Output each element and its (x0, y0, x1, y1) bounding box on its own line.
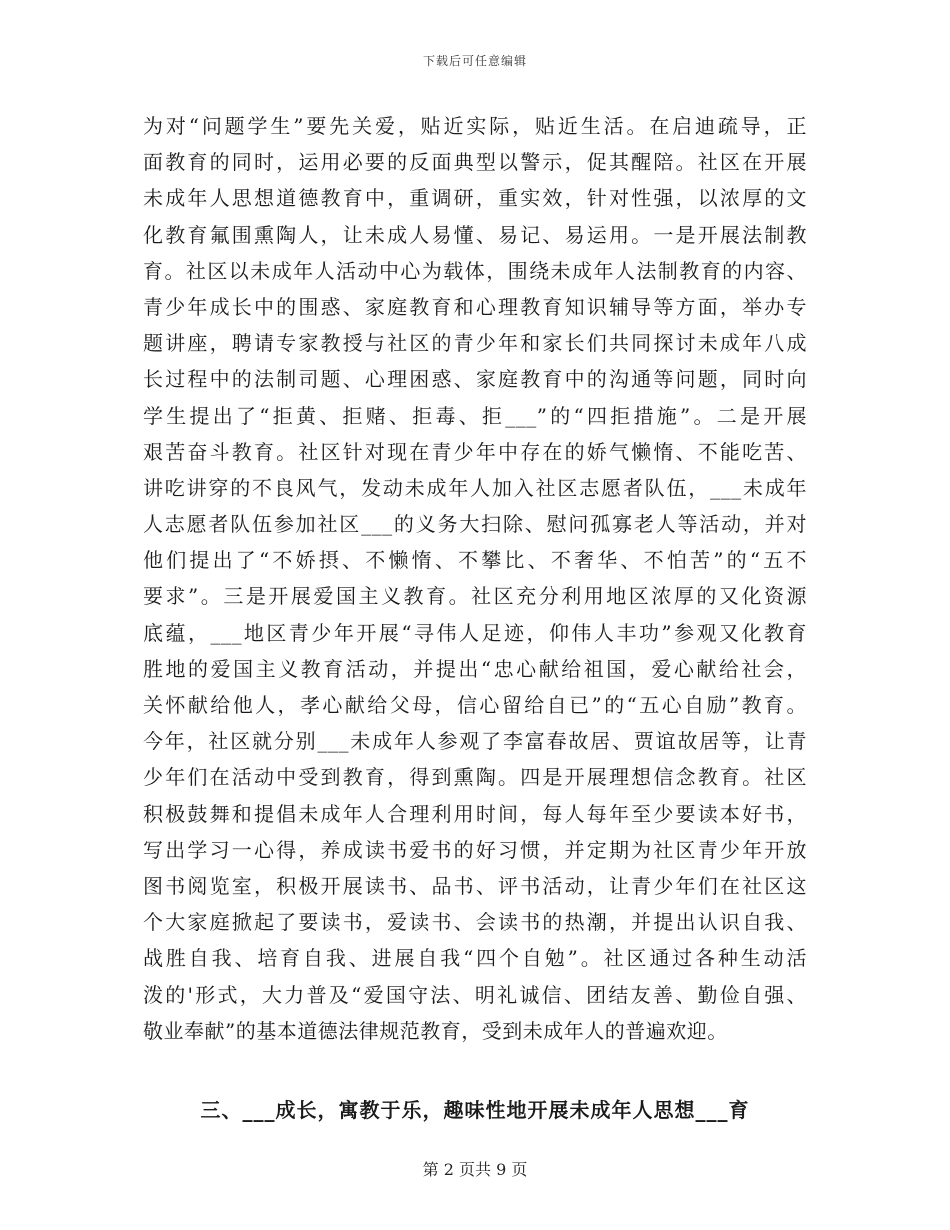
paragraph-line: 敬业奉献”的基本道德法律规范教育，受到未成年人的普遍欢迎。 (143, 1018, 728, 1043)
paragraph-line: 青少年成长中的围惑、家庭教育和心理教育知识辅导等方面，举办专 (143, 294, 807, 319)
paragraph-line: 今年，社区就分别___未成年人参观了李富春故居、贾谊故居等，让青 (143, 729, 807, 754)
paragraph-line: 关怀献给他人，孝心献给父母，信心留给自已”的“五心自励”教育。 (143, 693, 807, 717)
paragraph-line: 积极鼓舞和提倡未成年人合理利用时间，每人每年至少要读本好书， (143, 801, 807, 826)
paragraph-line: 战胜自我、培育自我、进展自我“四个自勉”。社区通过各种生动活 (143, 946, 807, 971)
page-number: 第 2 页共 9 页 (422, 1160, 528, 1179)
paragraph-line: 艰苦奋斗教育。社区针对现在青少年中存在的娇气懒惰、不能吃苦、 (143, 439, 807, 464)
paragraph-line: 育。社区以未成年人活动中心为载体，围绕未成年人法制教育的内容、 (143, 258, 807, 283)
paragraph-line: 面教育的同时，运用必要的反面典型以警示，促其醒陪。社区在开展 (143, 150, 807, 175)
paragraph-line: 少年们在活动中受到教育，得到熏陶。四是开展理想信念教育。社区 (143, 765, 807, 790)
page-header: 下载后可任意编辑 (422, 54, 527, 68)
paragraph-line: 他们提出了“不娇摂、不懒惰、不攀比、不奢华、不怕苦”的“五不 (143, 548, 807, 573)
paragraph-line: 为对“问题学生”要先关爱，贴近实际，贴近生活。在启迪疏导，正 (143, 114, 807, 138)
section-heading: 三、___成长，寓教于乐，趣味性地开展未成年人思想___育 (200, 1098, 750, 1122)
paragraph-line: 写出学习一心得，养成读书爱书的好习惯，并定期为社区青少年开放 (143, 837, 807, 862)
paragraph-line: 图书阅览室，积极开展读书、品书、评书活动，让青少年们在社区这 (143, 873, 807, 898)
paragraph-line: 化教育氟围熏陶人，让未成人易懂、易记、易运用。一是开展法制教 (143, 222, 807, 247)
body-paragraph (143, 108, 807, 1049)
paragraph-line: 泼的'形式，大力普及“爱国守法、明礼诚信、团结友善、勤俭自强、 (143, 982, 807, 1007)
paragraph-line: 要求”。三是开展爱国主义教育。社区充分利用地区浓厚的又化资源 (143, 584, 807, 609)
paragraph-line: 底蕴，___地区青少年开展“寻伟人足迹，仰伟人丰功”参观又化教育 (143, 620, 807, 645)
paragraph-line: 个大家庭掀起了要读书，爱读书、会读书的热潮，并提出认识自我、 (143, 910, 807, 935)
paragraph-line: 未成年人思想道德教育中，重调研，重实效，针对性强，以浓厚的文 (143, 186, 807, 211)
paragraph-line: 学生提出了“拒黄、拒赌、拒毒、拒___”的“四拒措施”。二是开展 (143, 403, 807, 428)
paragraph-line: 胜地的爱国主义教育活动，并提出“忠心献给祖国，爱心献给社会， (143, 656, 807, 681)
paragraph-line: 长过程中的法制司题、心理困惑、家庭教育中的沟通等问题，同时向 (143, 367, 807, 392)
paragraph-line: 人志愿者队伍参加社区___的义务大扫除、慰问孤寡老人等活动，并对 (143, 512, 807, 537)
paragraph-line: 讲吃讲穿的不良风气，发动未成年人加入社区志愿者队伍，___未成年 (143, 475, 807, 500)
paragraph-line: 题讲座，聘请专家教授与社区的青少年和家长们共同探讨未成年八成 (143, 331, 807, 356)
